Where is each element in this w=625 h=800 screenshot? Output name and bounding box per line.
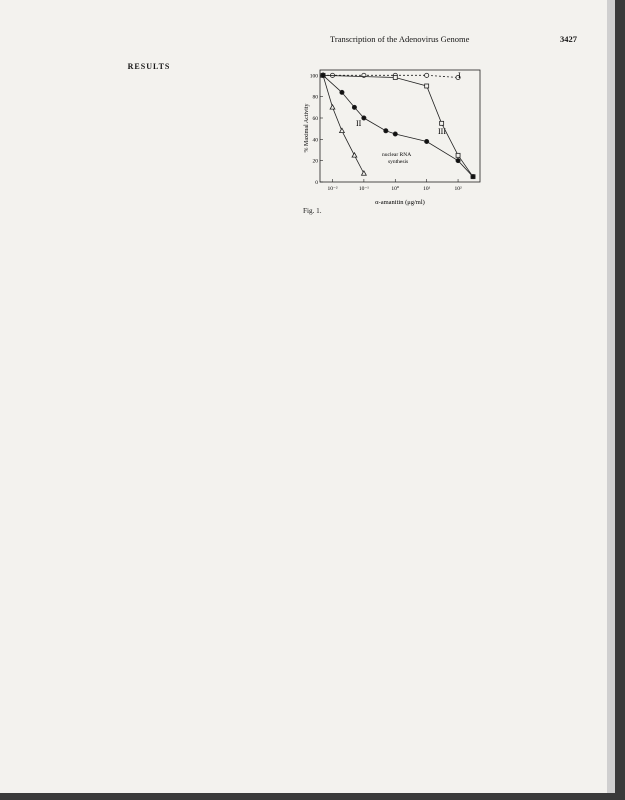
series-3-point [440,121,444,125]
series-1-point [425,73,429,77]
x-tick-label: 10⁰ [391,186,400,192]
plot-frame [320,70,480,182]
series-2-point [330,105,335,109]
series-4-point [456,159,460,163]
x-axis-label: α-amanitin (μg/ml) [375,199,425,206]
x-tick-label: 10⁻² [327,186,338,192]
series-4-point [362,116,366,120]
series-2-point [340,128,345,132]
y-axis-label: % Maximal Activity [304,103,310,153]
running-title: Transcription of the Adenovirus Genome [330,34,470,44]
y-tick-label: 60 [312,116,318,122]
y-tick-label: 0 [315,180,318,186]
scan-edge [607,0,615,793]
y-tick-label: 100 [309,73,318,80]
x-tick-label: 10⁻¹ [358,186,369,192]
figure-caption [303,207,575,216]
series-2-point [352,153,357,157]
x-tick-label: 10¹ [423,186,431,192]
x-tick-label: 10² [454,186,462,192]
left-column [3,52,295,79]
series-label-iii: III [438,127,446,136]
series-4-point [340,90,344,94]
y-tick-label: 80 [312,94,318,101]
figure-1-chart [300,48,500,208]
series-3-point [425,84,429,88]
series-4-point [352,105,356,109]
series-4-point [321,73,325,77]
page-number: 3427 [560,34,577,44]
series-4-point [384,129,388,133]
series-label-i: I [458,71,461,80]
series-4-point [471,175,475,179]
series-3-point [393,75,397,79]
series-4-point [425,139,429,143]
y-tick-label: 20 [312,158,318,165]
series-4-point [393,132,397,136]
section-heading: RESULTS [127,62,171,71]
y-tick-label: 40 [312,137,318,144]
caption-label: Fig. 1. [303,207,322,215]
series-3-point [456,153,460,157]
series-label-ii: II [356,119,362,128]
series-2-point [361,171,366,175]
nuclear-label-line1: nuclear RNA [382,152,412,158]
nuclear-label-line2: synthesis [388,159,409,165]
